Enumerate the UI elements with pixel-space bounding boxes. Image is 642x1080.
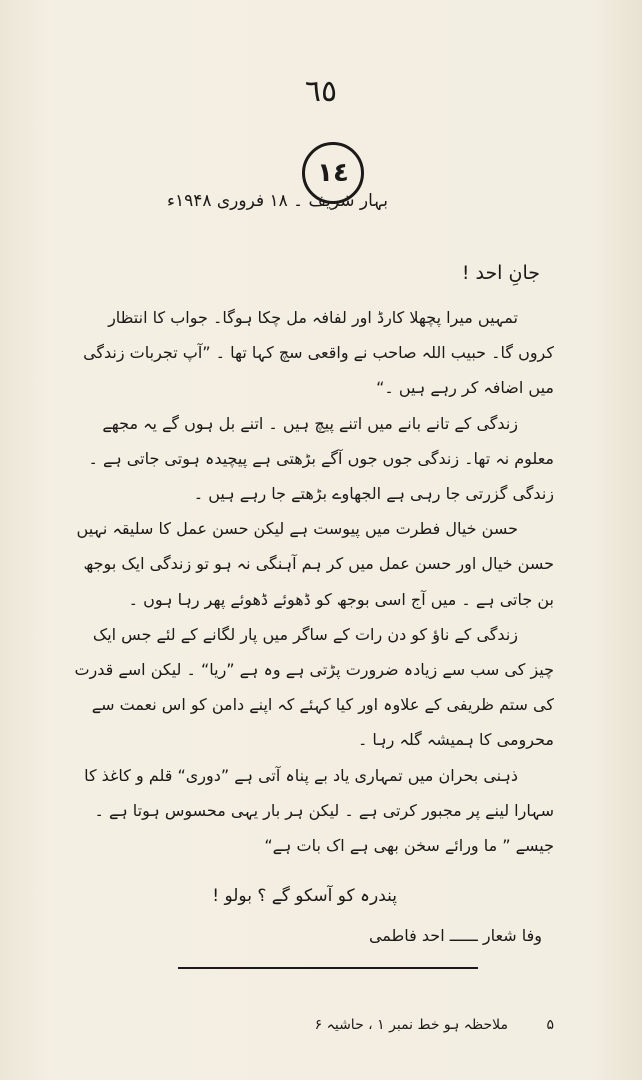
page-number: ٦٥ <box>304 74 338 109</box>
dateline: بہار شریف ۔ ۱۸ فروری ۱۹۴۸ء <box>166 191 388 211</box>
paragraph: ذہنی بحران میں تمہاری یاد بے پناہ آتی ہے ”دوری“ قلم و کاغذ کا سہارا لینے پر مجبور کرتی ہے ۔ لیکن ہر بار یہی محسوس ہوتا ہے ۔ جیسے ” ما ورائے سخن بھی ہے اک بات ہے“ <box>84 765 554 856</box>
closing-line: پندرہ کو آسکو گے ؟ بولو ! <box>212 886 397 906</box>
footnote <box>154 1017 554 1033</box>
footnote-mark: ۵ <box>546 1017 554 1033</box>
paragraph: زندگی کے ناؤ کو دن رات کے ساگر میں پار لگانے کے لئے جس ایک چیز کی سب سے زیادہ ضرورت پڑتی ہے وہ ہے ”ریا“ ۔ لیکن اسے قدرت کی ستم ظریفی کے علاوہ اور کیا کہئے کہ اپنے دامن کو اس نعمت سے محرومی کا ہمیشہ گلہ رہا ۔ <box>74 624 554 750</box>
letter-number: ١٤ <box>317 158 349 188</box>
letter-body <box>70 300 554 863</box>
signature: وفا شعار ــــــ احد فاطمی <box>368 926 542 945</box>
footnote-text: ملاحظہ ہو خط نمبر ۱ ، حاشیہ ۶ <box>314 1017 509 1033</box>
footnote-divider <box>178 967 478 969</box>
paragraph: تمہیں میرا پچھلا کارڈ اور لفافہ مل چکا ہوگا۔ جواب کا انتظار کروں گا۔ حبیب اللہ صاحب نے واقعی سچ کہا تھا ۔ ”آپ تجربات زندگی میں اضافہ کر رہے ہیں ۔“ <box>83 308 554 398</box>
paragraph: حسن خیال فطرت میں پیوست ہے لیکن حسن عمل کا سلیقہ نہیں حسن خیال اور حسن عمل میں کر ہم آہنگی نہ ہو تو زندگی ایک بوجھ بن جاتی ہے ۔ میں آج اسی بوجھ کو ڈھوئے ڈھوئے پھر رہا ہوں ۔ <box>76 519 554 609</box>
salutation: جانِ احد ! <box>461 262 540 284</box>
paragraph: زندگی کے تانے بانے میں اتنے پیچ ہیں ۔ اتنے بل ہوں گے یہ مجھے معلوم نہ تھا۔ زندگی جوں جوں آگے بڑھتی ہے پیچیدہ ہوتی جاتی ہے ۔ زندگی گزرتی جا رہی ہے الجھاوے بڑھتے جا رہے ہیں ۔ <box>88 413 554 504</box>
